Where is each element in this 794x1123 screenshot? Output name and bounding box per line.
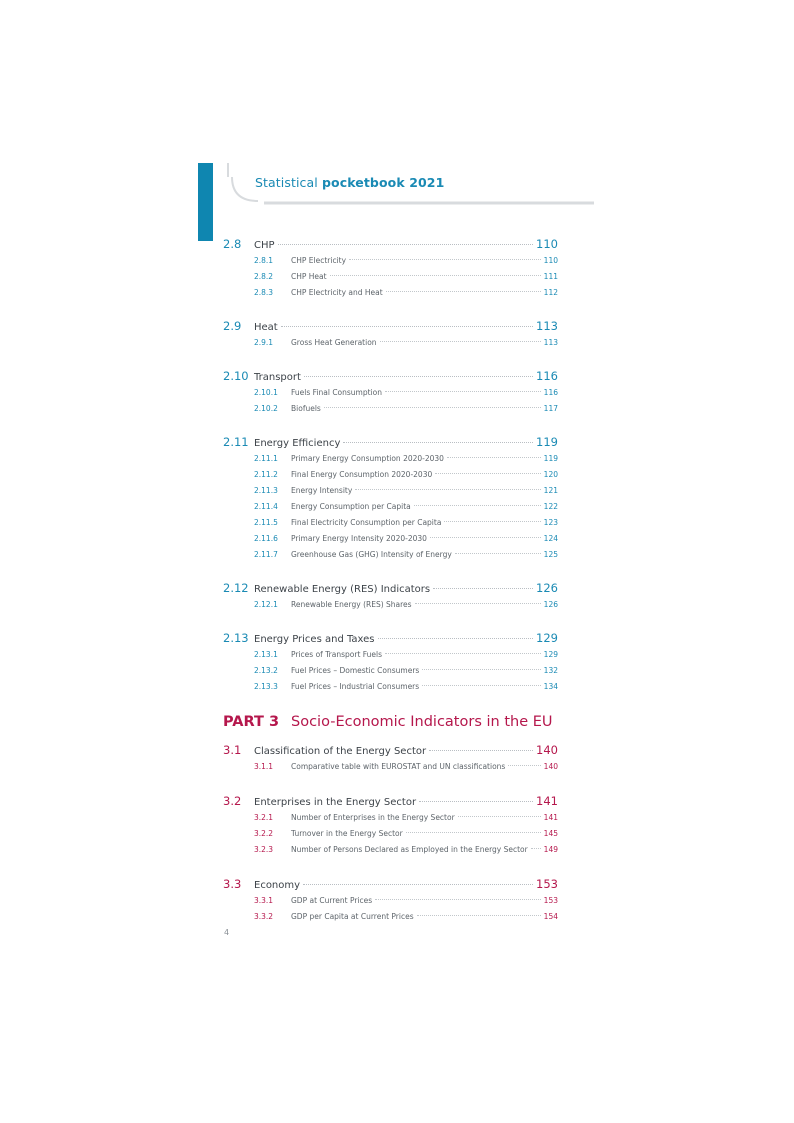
subsection-title: Fuel Prices – Industrial Consumers xyxy=(291,682,420,691)
dot-leader xyxy=(419,801,533,802)
section-number: 2.10 xyxy=(223,369,249,383)
section-title: Enterprises in the Energy Sector xyxy=(254,797,417,808)
subsection-title: Final Energy Consumption 2020-2030 xyxy=(291,470,433,479)
dot-leader xyxy=(433,588,533,589)
dot-leader xyxy=(422,669,540,670)
subsection-title: CHP Heat xyxy=(291,272,327,281)
page-ref: 132 xyxy=(543,666,558,675)
page-ref: 119 xyxy=(543,454,558,463)
toc-subentry[interactable] xyxy=(223,597,558,613)
dot-leader xyxy=(447,457,541,458)
dot-leader xyxy=(330,275,541,276)
section-number: 2.8 xyxy=(223,237,242,251)
part-label: PART 3 xyxy=(223,714,280,730)
dot-leader xyxy=(324,407,541,408)
subsection-number: 2.13.2 xyxy=(254,666,278,675)
dot-leader xyxy=(458,816,541,817)
toc-subentry[interactable] xyxy=(223,810,558,826)
page-ref: 112 xyxy=(543,288,558,297)
subsection-title: GDP at Current Prices xyxy=(291,896,373,905)
subsection-number: 3.2.2 xyxy=(254,829,274,838)
page-ref: 134 xyxy=(543,682,558,691)
subsection-title: Final Electricity Consumption per Capita xyxy=(291,518,442,527)
dot-leader xyxy=(430,537,541,538)
page-ref: 120 xyxy=(543,470,558,479)
toc-section-2-11 xyxy=(223,434,558,563)
subsection-number: 3.3.1 xyxy=(254,896,274,905)
page-ref: 141 xyxy=(536,794,558,808)
toc-entry[interactable] xyxy=(223,630,558,647)
page-ref: 111 xyxy=(543,272,558,281)
toc-subentry[interactable] xyxy=(223,647,558,663)
subsection-title: Greenhouse Gas (GHG) Intensity of Energy xyxy=(291,550,452,559)
toc-subentry[interactable] xyxy=(223,335,558,351)
page-ref: 113 xyxy=(536,319,558,333)
dot-leader xyxy=(378,638,534,639)
subsection-title: Fuel Prices – Domestic Consumers xyxy=(291,666,420,675)
section-title: Energy Prices and Taxes xyxy=(254,634,375,645)
part3-sections xyxy=(223,742,558,925)
subsection-title: Number of Persons Declared as Employed in the Energy Sector xyxy=(291,845,528,854)
page-ref: 121 xyxy=(543,486,558,495)
subsection-number: 2.9.1 xyxy=(254,338,274,347)
subsection-title: Number of Enterprises in the Energy Sector xyxy=(291,813,455,822)
dot-leader xyxy=(278,244,534,245)
page-ref: 154 xyxy=(543,912,558,921)
subsection-number: 2.13.3 xyxy=(254,682,278,691)
table-of-contents xyxy=(223,236,558,943)
page-ref: 129 xyxy=(536,631,558,645)
toc-subentry[interactable] xyxy=(223,893,558,909)
page-ref: 125 xyxy=(543,550,558,559)
toc-subentry[interactable] xyxy=(223,451,558,467)
title-bold: pocketbook 2021 xyxy=(321,175,445,190)
subsection-number: 2.10.2 xyxy=(254,404,278,413)
dot-leader xyxy=(422,685,541,686)
dot-leader xyxy=(414,505,541,506)
dot-leader xyxy=(444,521,540,522)
page-ref: 113 xyxy=(543,338,558,347)
subsection-number: 2.8.3 xyxy=(254,288,274,297)
toc-subentry[interactable] xyxy=(223,269,558,285)
subsection-title: Energy Intensity xyxy=(291,486,353,495)
dot-leader xyxy=(406,832,541,833)
toc-subentry[interactable] xyxy=(223,663,558,679)
page-ref: 126 xyxy=(536,581,558,595)
section-number: 2.13 xyxy=(223,631,249,645)
toc-subentry[interactable] xyxy=(223,401,558,417)
dot-leader xyxy=(415,603,541,604)
dot-leader xyxy=(355,489,540,490)
section-title: CHP xyxy=(254,240,275,251)
dot-leader xyxy=(435,473,540,474)
section-title: Classification of the Energy Sector xyxy=(254,746,427,757)
section-number: 2.9 xyxy=(223,319,242,333)
section-title: Heat xyxy=(254,322,278,333)
toc-entry[interactable] xyxy=(223,318,558,335)
toc-subentry[interactable] xyxy=(223,467,558,483)
subsection-number: 2.11.4 xyxy=(254,502,278,511)
toc-section-3-3 xyxy=(223,876,558,925)
toc-subentry[interactable] xyxy=(223,483,558,499)
page-ref: 129 xyxy=(543,650,558,659)
subsection-number: 2.11.5 xyxy=(254,518,278,527)
page-ref: 122 xyxy=(543,502,558,511)
dot-leader xyxy=(380,341,541,342)
chapter-tab-marker xyxy=(198,163,213,241)
page-ref: 149 xyxy=(543,845,558,854)
subsection-title: Energy Consumption per Capita xyxy=(291,502,411,511)
section-number: 3.3 xyxy=(223,877,242,891)
subsection-number: 2.12.1 xyxy=(254,600,278,609)
section-title: Energy Efficiency xyxy=(254,438,341,449)
page-ref: 110 xyxy=(536,237,558,251)
subsection-number: 2.8.2 xyxy=(254,272,274,281)
toc-subentry[interactable] xyxy=(223,385,558,401)
toc-section-3-1 xyxy=(223,742,558,775)
subsection-number: 2.10.1 xyxy=(254,388,278,397)
toc-entry[interactable] xyxy=(223,876,558,893)
toc-subentry[interactable] xyxy=(223,499,558,515)
page-ref: 116 xyxy=(536,369,558,383)
dot-leader xyxy=(455,553,541,554)
section-title: Economy xyxy=(254,880,301,891)
subsection-number: 2.11.2 xyxy=(254,470,278,479)
subsection-number: 2.8.1 xyxy=(254,256,274,265)
page-ref: 119 xyxy=(536,435,558,449)
toc-entry[interactable] xyxy=(223,742,558,759)
subsection-number: 2.11.7 xyxy=(254,550,278,559)
toc-entry[interactable] xyxy=(223,236,558,253)
subsection-number: 3.2.1 xyxy=(254,813,274,822)
section-number: 3.1 xyxy=(223,743,242,757)
page-ref: 140 xyxy=(536,743,558,757)
dot-leader xyxy=(304,376,533,377)
page-number: 4 xyxy=(224,928,230,937)
subsection-title: CHP Electricity xyxy=(291,256,347,265)
dot-leader xyxy=(385,391,541,392)
subsection-number: 2.13.1 xyxy=(254,650,278,659)
subsection-number: 2.11.3 xyxy=(254,486,278,495)
toc-subentry[interactable] xyxy=(223,826,558,842)
toc-subentry[interactable] xyxy=(223,253,558,269)
subsection-title: Comparative table with EUROSTAT and UN classifications xyxy=(291,762,506,771)
toc-section-2-9 xyxy=(223,318,558,351)
page-ref: 126 xyxy=(543,600,558,609)
page-ref: 145 xyxy=(543,829,558,838)
toc-subentry[interactable] xyxy=(223,547,558,563)
dot-leader xyxy=(375,899,541,900)
subsection-title: Fuels Final Consumption xyxy=(291,388,382,397)
page-ref: 141 xyxy=(543,813,558,822)
page-ref: 140 xyxy=(543,762,558,771)
subsection-title: CHP Electricity and Heat xyxy=(291,288,383,297)
section-title: Renewable Energy (RES) Indicators xyxy=(254,584,431,595)
subsection-title: Prices of Transport Fuels xyxy=(291,650,383,659)
toc-section-3-2 xyxy=(223,793,558,858)
title-light: Statistical xyxy=(255,175,318,190)
subsection-title: Gross Heat Generation xyxy=(291,338,377,347)
dot-leader xyxy=(386,291,541,292)
dot-leader xyxy=(429,750,533,751)
dot-leader xyxy=(531,848,541,849)
dot-leader xyxy=(343,442,533,443)
toc-subentry[interactable] xyxy=(223,285,558,301)
subsection-title: Primary Energy Intensity 2020-2030 xyxy=(291,534,427,543)
toc-subentry[interactable] xyxy=(223,842,558,858)
subsection-number: 3.1.1 xyxy=(254,762,274,771)
section-title: Transport xyxy=(254,372,301,383)
toc-section-2-10 xyxy=(223,368,558,417)
toc-entry[interactable] xyxy=(223,368,558,385)
page-ref: 124 xyxy=(543,534,558,543)
subsection-title: Renewable Energy (RES) Shares xyxy=(291,600,412,609)
subsection-number: 3.3.2 xyxy=(254,912,274,921)
page-ref: 110 xyxy=(543,256,558,265)
subsection-title: Biofuels xyxy=(291,404,321,413)
dot-leader xyxy=(349,259,541,260)
dot-leader xyxy=(281,326,533,327)
part-heading[interactable] xyxy=(223,712,558,732)
subsection-title: GDP per Capita at Current Prices xyxy=(291,912,414,921)
section-number: 2.11 xyxy=(223,435,249,449)
toc-section-2-8 xyxy=(223,236,558,301)
dot-leader xyxy=(303,884,533,885)
section-number: 3.2 xyxy=(223,794,242,808)
subsection-number: 2.11.1 xyxy=(254,454,278,463)
subsection-number: 2.11.6 xyxy=(254,534,278,543)
page-ref: 153 xyxy=(543,896,558,905)
toc-subentry[interactable] xyxy=(223,531,558,547)
part-title: Socio-Economic Indicators in the EU xyxy=(291,714,553,730)
toc-section-2-12 xyxy=(223,580,558,613)
dot-leader xyxy=(508,765,540,766)
page-ref: 117 xyxy=(543,404,558,413)
dot-leader xyxy=(385,653,541,654)
page-ref: 153 xyxy=(536,877,558,891)
section-number: 2.12 xyxy=(223,581,249,595)
subsection-title: Turnover in the Energy Sector xyxy=(291,829,403,838)
toc-entry[interactable] xyxy=(223,434,558,451)
subsection-number: 3.2.3 xyxy=(254,845,274,854)
subsection-title: Primary Energy Consumption 2020-2030 xyxy=(291,454,444,463)
toc-entry[interactable] xyxy=(223,793,558,810)
page-ref: 123 xyxy=(543,518,558,527)
toc-subentry[interactable] xyxy=(223,515,558,531)
toc-subentry[interactable] xyxy=(223,679,558,695)
toc-section-2-13 xyxy=(223,630,558,695)
page-ref: 116 xyxy=(543,388,558,397)
publication-title xyxy=(255,175,444,190)
dot-leader xyxy=(417,915,541,916)
toc-entry[interactable] xyxy=(223,580,558,597)
toc-subentry[interactable] xyxy=(223,909,558,925)
toc-subentry[interactable] xyxy=(223,759,558,775)
